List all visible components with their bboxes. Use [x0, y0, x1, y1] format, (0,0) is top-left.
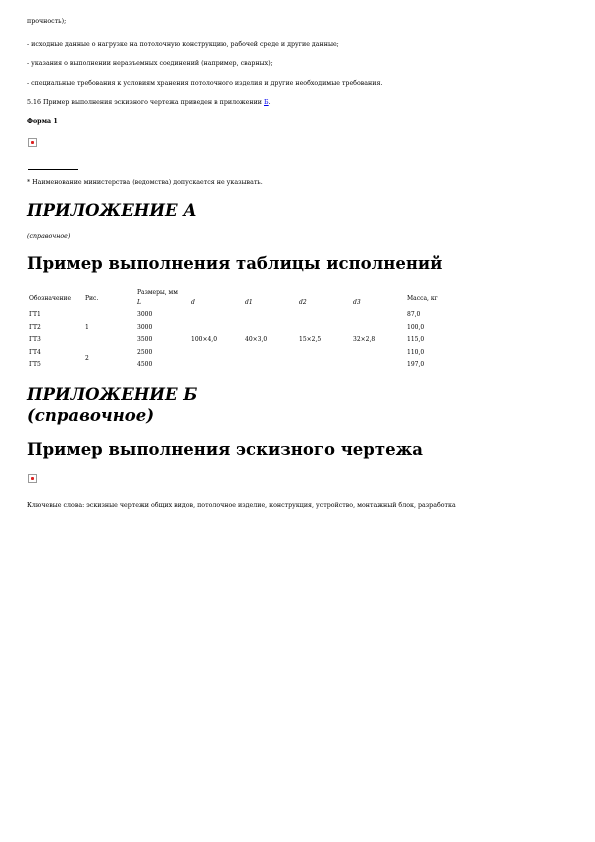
appendix-b-link[interactable]: Б [264, 99, 269, 106]
cell-figure: 1 [85, 323, 89, 331]
cell-L: 2500 [137, 348, 153, 356]
cell-mass: 110,0 [407, 348, 425, 356]
table-row [26, 309, 441, 322]
appendix-a-title: Пример выполнения таблицы исполнений [27, 254, 443, 273]
cell-d: 100×4,0 [191, 336, 218, 344]
footnote: * Наименование министерства (ведомства) допускается не указывать. [27, 179, 263, 186]
appendix-b-title: Пример выполнения эскизного чертежа [27, 440, 423, 459]
appendix-b-heading: ПРИЛОЖЕНИЕ Б [27, 385, 198, 404]
table-header-row [26, 288, 441, 296]
cell-figure: 2 [85, 355, 89, 362]
header-dim-d1: d1 [245, 298, 253, 306]
appendix-a-heading: ПРИЛОЖЕНИЕ А [27, 201, 197, 220]
cell-L: 3000 [137, 311, 153, 319]
cell-L: 3500 [137, 336, 153, 344]
cell-mass: 100,0 [407, 323, 425, 331]
broken-image-icon [28, 474, 37, 483]
execution-table [26, 288, 441, 371]
cell-L: 4500 [137, 361, 153, 369]
cell-d2: 15×2,5 [299, 336, 322, 344]
cell-designation: ГТ5 [29, 361, 41, 369]
cell-designation: ГТ3 [29, 336, 41, 344]
reference-text: 5.16 Пример выполнения эскизного чертежа приведен в приложении [27, 99, 264, 106]
header-dimensions: Размеры, мм [137, 288, 178, 296]
cell-designation: ГТ1 [29, 311, 41, 319]
cell-mass: 115,0 [407, 336, 425, 344]
header-dim-d2: d2 [299, 298, 307, 306]
header-mass: Масса, кг [407, 294, 438, 302]
header-dim-d: d [191, 298, 195, 306]
reference-end: . [268, 99, 271, 106]
broken-image-icon [28, 138, 37, 147]
header-designation: Обозначение [29, 294, 72, 302]
cell-designation: ГТ2 [29, 323, 41, 331]
cell-mass: 87,0 [407, 311, 421, 319]
cell-designation: ГТ4 [29, 348, 41, 356]
header-figure: Рис. [85, 294, 99, 302]
list-item: - указания о выполнении неразъемных соединений (например, сварных); [27, 60, 273, 67]
appendix-b-subtitle: (справочное) [27, 406, 155, 425]
cell-mass: 197,0 [407, 361, 425, 369]
list-item: - специальные требования к условиям хранения потолочного изделия и другие необходимые требования. [27, 80, 383, 87]
header-dim-L: L [137, 298, 141, 306]
cell-d1: 40×3,0 [245, 336, 268, 344]
cell-L: 3000 [137, 323, 153, 331]
form-label: Форма 1 [27, 118, 58, 125]
reference-paragraph [27, 99, 271, 107]
footnote-divider [28, 169, 78, 170]
appendix-a-subtitle: (справочное) [27, 233, 71, 240]
text-line: прочность); [27, 18, 67, 25]
keywords: Ключевые слова: эскизные чертежи общих видов, потолочное изделие, конструкция, устройство, монтажный блок, разработка [27, 502, 456, 509]
list-item: - исходные данные о нагрузке на потолочную конструкцию, рабочей среде и другие данные; [27, 41, 339, 48]
header-dim-d3: d3 [353, 298, 361, 306]
cell-d3: 32×2,8 [353, 336, 376, 344]
